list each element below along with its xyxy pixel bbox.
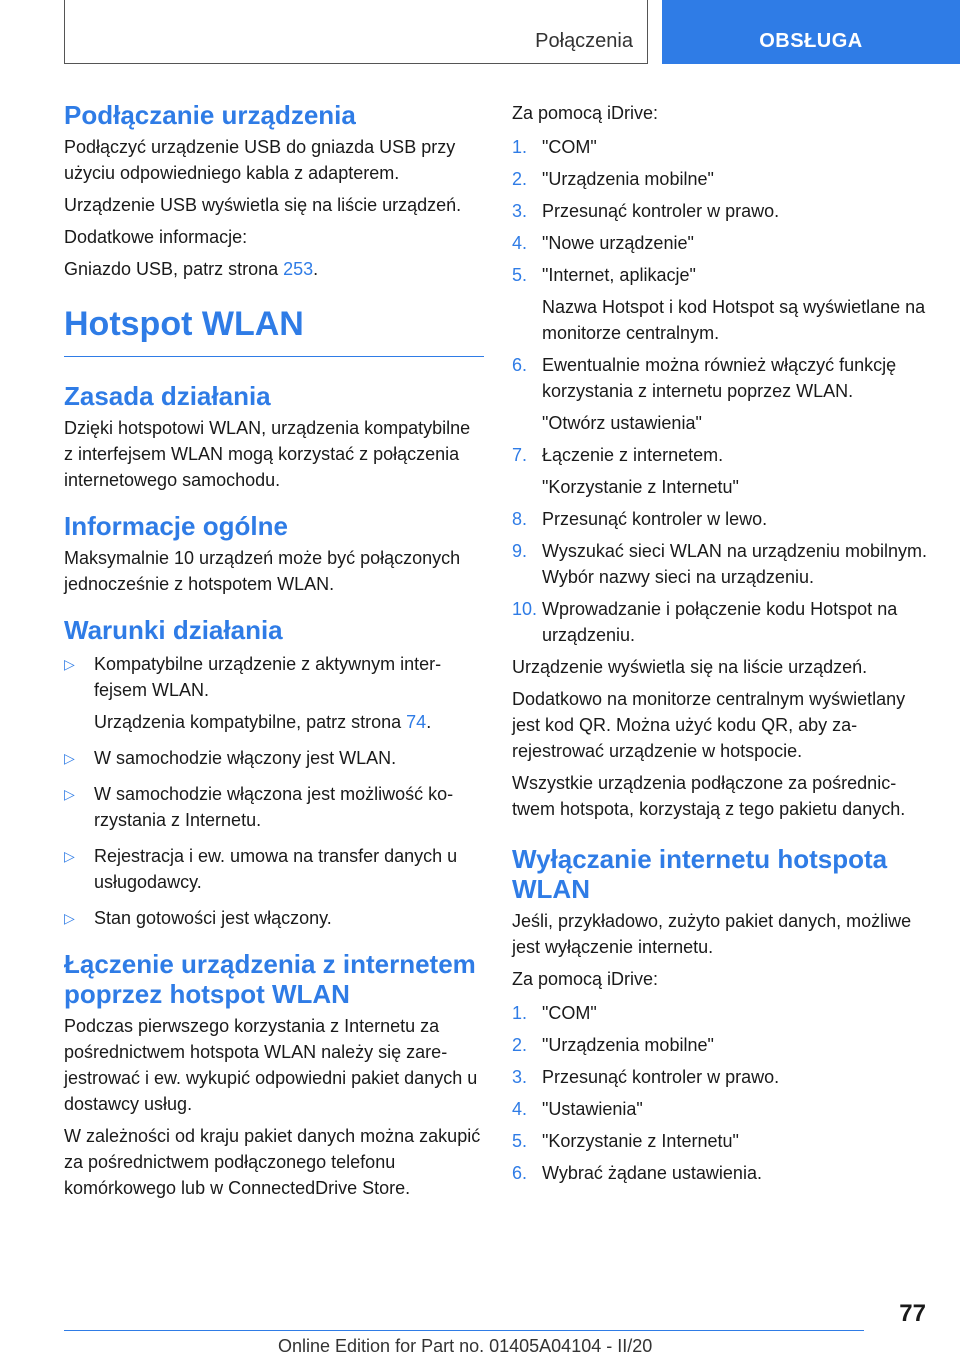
step-text: Łączenie z internetem.	[542, 445, 724, 465]
step-number: 10.	[512, 599, 538, 619]
condition-text: W samochodzie włączony jest WLAN.	[94, 748, 397, 768]
step-item	[512, 166, 932, 192]
conditions-list	[64, 651, 484, 931]
step-sub: "Otwórz ustawienia"	[542, 413, 702, 433]
internet-paragraph-1: Podczas pierwszego korzystania z Internetu za pośrednictwem hotspota WLAN należy się zarejestrować i ew. wykupić odpowiedni pakiet danych u dostawcy usług.	[64, 1016, 478, 1114]
step-text: Wyszukać sieci WLAN na urządzeniu mobilnym. Wybór nazwy sieci na urządzeniu.	[542, 541, 927, 587]
connect-paragraph-1: Podłączyć urządzenie USB do gniazda USB przy użyciu odpowiedniego kabla z adapterem.	[64, 137, 456, 183]
left-column	[64, 100, 484, 1207]
step-text: Wybrać żądane ustawienia.	[542, 1163, 762, 1183]
step-number: 3.	[512, 201, 528, 221]
right-column	[512, 100, 932, 1192]
idrive-intro-2: Za pomocą iDrive:	[512, 969, 659, 989]
step-item	[512, 596, 932, 648]
step-number: 2.	[512, 1035, 528, 1055]
step-text: "COM"	[542, 137, 597, 157]
triangle-bullet-icon: ▷	[64, 910, 75, 926]
step-number: 1.	[512, 137, 528, 157]
step-number: 2.	[512, 169, 528, 189]
list-item	[64, 745, 484, 771]
step-number: 7.	[512, 445, 528, 465]
connect-ref-text: Gniazdo USB, patrz strona	[64, 259, 279, 279]
step-number: 4.	[512, 233, 528, 253]
list-item	[64, 651, 484, 735]
step-text: "Ustawienia"	[542, 1099, 643, 1119]
condition-sub-text: Urządzenia kompatybilne, patrz strona	[94, 712, 402, 732]
general-paragraph: Maksymalnie 10 urządzeń może być połączonych jednocześnie z hotspotem WLAN.	[64, 548, 461, 594]
footer-edition: Online Edition for Part no. 01405A04104 - II/20	[278, 1336, 653, 1356]
heading-disable: Wyłączanie internetu hotspota WLAN	[512, 844, 888, 904]
condition-text: Kompatybilne urządzenie z aktywnym interfejsem WLAN.	[94, 654, 442, 700]
step-text: "Urządzenia mobilne"	[542, 1035, 714, 1055]
step-number: 5.	[512, 265, 528, 285]
step-text: "Urządzenia mobilne"	[542, 169, 714, 189]
step-text: Przesunąć kontroler w prawo.	[542, 201, 780, 221]
triangle-bullet-icon: ▷	[64, 848, 75, 864]
step-item	[512, 1160, 932, 1186]
step-text: Przesunąć kontroler w lewo.	[542, 509, 768, 529]
step-number: 6.	[512, 355, 528, 375]
header-tab: OBSŁUGA	[662, 0, 960, 64]
after-paragraph-1: Urządzenie wyświetla się na liście urządzeń.	[512, 657, 868, 677]
step-number: 4.	[512, 1099, 528, 1119]
triangle-bullet-icon: ▷	[64, 786, 75, 802]
step-number: 5.	[512, 1131, 528, 1151]
steps2-list	[512, 1000, 932, 1186]
header-section: Połączenia	[535, 30, 633, 52]
after-paragraph-3: Wszystkie urządzenia podłączone za pośrednictwem hotspota, korzystają z tego pakietu danych.	[512, 773, 906, 819]
step-item	[512, 506, 932, 532]
after-paragraph-2: Dodatkowo na monitorze centralnym wyświetlany jest kod QR. Można użyć kodu QR, aby zarejestrować urządzenie w hotspocie.	[512, 689, 906, 761]
step-item	[512, 262, 932, 346]
condition-text: Stan gotowości jest włączony.	[94, 908, 332, 928]
step-sub: Nazwa Hotspot i kod Hotspot są wyświetlane na monitorze centralnym.	[542, 297, 926, 343]
steps-list	[512, 134, 932, 648]
condition-sub: Urządzenia kompatybilne, patrz strona 74.	[94, 712, 432, 732]
internet-paragraph-2: W zależności od kraju pakiet danych można zakupić za pośrednictwem podłączonego telefonu komórkowego lub w ConnectedDrive Store.	[64, 1126, 481, 1198]
triangle-bullet-icon: ▷	[64, 750, 75, 766]
heading-general: Informacje ogólne	[64, 511, 288, 541]
step-item	[512, 538, 932, 590]
list-item	[64, 843, 484, 895]
condition-text: Rejestracja i ew. umowa na transfer danych u usługodawcy.	[94, 846, 458, 892]
step-item	[512, 352, 932, 436]
list-item	[64, 905, 484, 931]
step-number: 6.	[512, 1163, 528, 1183]
step-text: "COM"	[542, 1003, 597, 1023]
page-link-253[interactable]: 253	[283, 259, 314, 279]
heading-conditions: Warunki działania	[64, 615, 283, 645]
step-item	[512, 1096, 932, 1122]
step-number: 1.	[512, 1003, 528, 1023]
connect-paragraph-2: Urządzenie USB wyświetla się na liście urządzeń.	[64, 195, 462, 215]
step-text: Przesunąć kontroler w prawo.	[542, 1067, 780, 1087]
step-item	[512, 134, 932, 160]
step-item	[512, 198, 932, 224]
heading-principle: Zasada działania	[64, 381, 271, 411]
step-text: "Korzystanie z Internetu"	[542, 1131, 739, 1151]
heading-internet: Łączenie urządzenia z internetem poprzez hotspot WLAN	[64, 949, 476, 1009]
step-text: Ewentualnie można również włączyć funkcję korzystania z internetu poprzez WLAN.	[542, 355, 897, 401]
condition-text: W samochodzie włączona jest możliwość korzystania z Internetu.	[94, 784, 454, 830]
step-item	[512, 1128, 932, 1154]
step-item	[512, 1032, 932, 1058]
header-box	[64, 0, 648, 64]
footer-divider	[64, 1330, 864, 1331]
page-link-74[interactable]: 74	[406, 712, 427, 732]
step-sub: "Korzystanie z Internetu"	[542, 477, 739, 497]
step-number: 9.	[512, 541, 528, 561]
heading-hotspot: Hotspot WLAN	[64, 304, 484, 357]
step-item	[512, 230, 932, 256]
step-number: 8.	[512, 509, 528, 529]
connect-paragraph-3: Dodatkowe informacje:	[64, 227, 248, 247]
page-number: 77	[899, 1300, 926, 1327]
step-number: 3.	[512, 1067, 528, 1087]
disable-paragraph: Jeśli, przykładowo, zużyto pakiet danych, możliwe jest wyłączenie internetu.	[512, 911, 912, 957]
heading-connect: Podłączanie urządzenia	[64, 100, 356, 130]
idrive-intro: Za pomocą iDrive:	[512, 103, 659, 123]
step-text: Wprowadzanie i połączenie kodu Hotspot na urządzeniu.	[542, 599, 898, 645]
step-text: "Internet, aplikacje"	[542, 265, 696, 285]
step-item	[512, 1064, 932, 1090]
step-text: "Nowe urządzenie"	[542, 233, 694, 253]
step-item	[512, 442, 932, 500]
connect-paragraph-4: Gniazdo USB, patrz strona 253.	[64, 259, 319, 279]
step-item	[512, 1000, 932, 1026]
principle-paragraph: Dzięki hotspotowi WLAN, urządzenia kompatybilne z interfejsem WLAN mogą korzystać z połączenia internetowego samochodu.	[64, 418, 471, 490]
triangle-bullet-icon: ▷	[64, 656, 75, 672]
list-item	[64, 781, 484, 833]
